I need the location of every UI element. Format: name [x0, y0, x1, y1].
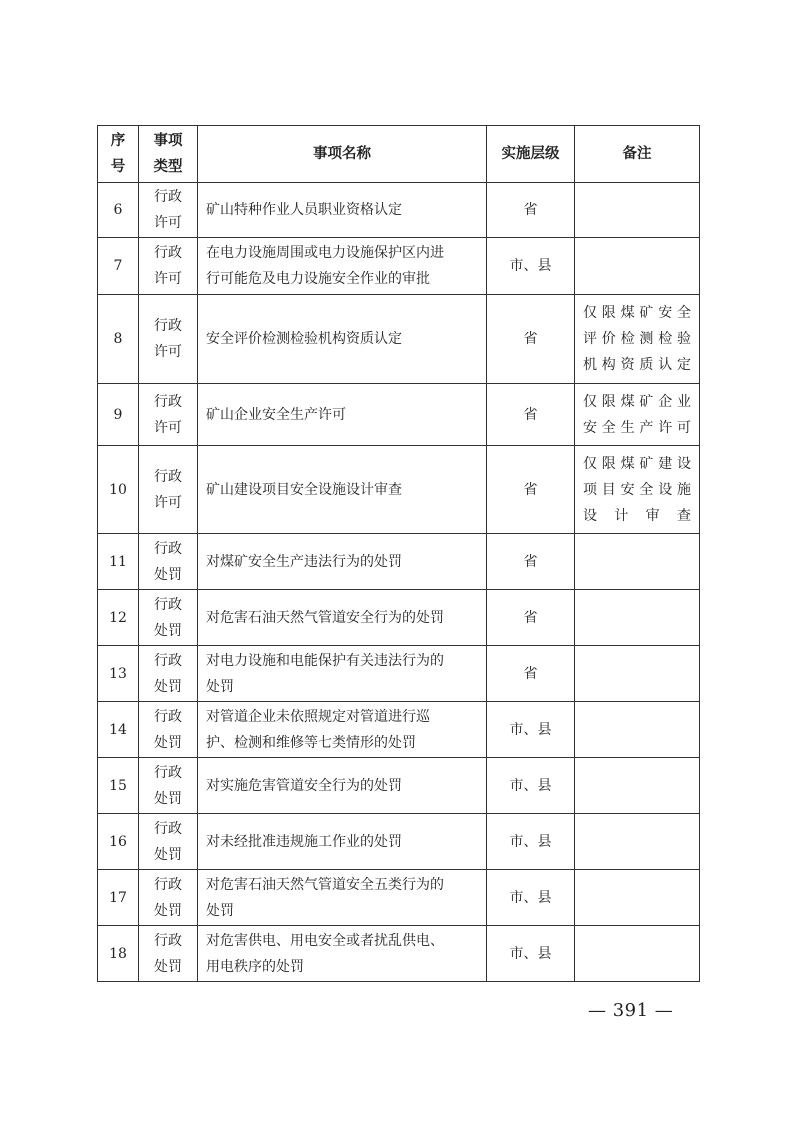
- cell-no: 9: [98, 384, 139, 446]
- cell-remark: [575, 534, 700, 590]
- cell-remark: [575, 870, 700, 926]
- cell-type: [139, 702, 198, 758]
- cell-type-line: 处罚: [154, 958, 182, 975]
- cell-type-line: 行政: [154, 245, 182, 261]
- cell-name-line: 护、检测和维修等七类情形的处罚: [206, 734, 416, 751]
- cell-type-line: 处罚: [154, 678, 182, 695]
- cell-level: 省: [487, 446, 575, 534]
- cell-name-line: 对煤矿安全生产违法行为的处罚: [206, 553, 402, 570]
- cell-level: 市、县: [487, 814, 575, 870]
- cell-type-line: 许可: [154, 344, 182, 360]
- table-row: [98, 590, 700, 646]
- cell-name-line: 对危害石油天然气管道安全五类行为的: [206, 876, 444, 893]
- cell-type-line: 处罚: [154, 902, 182, 919]
- cell-level: 市、县: [487, 702, 575, 758]
- cell-remark: [575, 446, 700, 534]
- cell-remark: [575, 590, 700, 646]
- table-row: [98, 384, 700, 446]
- cell-level: 市、县: [487, 758, 575, 814]
- cell-no: 8: [98, 295, 139, 384]
- cell-name: [198, 183, 487, 238]
- cell-type-line: 行政: [154, 764, 182, 781]
- cell-name: [198, 295, 487, 384]
- cell-name-line: 对管道企业未依照规定对管道进行巡: [206, 708, 430, 725]
- cell-no: 18: [98, 926, 139, 982]
- cell-type-line: 行政: [154, 468, 182, 485]
- cell-name-line: 对实施危害管道安全行为的处罚: [206, 777, 402, 794]
- cell-type: [139, 870, 198, 926]
- table-row: [98, 238, 700, 295]
- cell-no: 16: [98, 814, 139, 870]
- table-row: [98, 646, 700, 702]
- cell-type-line: 许可: [154, 494, 182, 511]
- cell-no: 11: [98, 534, 139, 590]
- cell-remark: [575, 926, 700, 982]
- cell-type: [139, 590, 198, 646]
- cell-type: [139, 926, 198, 982]
- cell-name: [198, 590, 487, 646]
- cell-no: 14: [98, 702, 139, 758]
- cell-no: 6: [98, 183, 139, 238]
- cell-name-line: 用电秩序的处罚: [206, 958, 304, 975]
- cell-remark-line: 仅限煤矿建设: [583, 455, 691, 472]
- cell-level: 省: [487, 384, 575, 446]
- cell-type: [139, 183, 198, 238]
- cell-type: [139, 646, 198, 702]
- cell-no: 13: [98, 646, 139, 702]
- cell-name-line: 对危害石油天然气管道安全行为的处罚: [206, 609, 444, 626]
- cell-remark: [575, 646, 700, 702]
- cell-remark: [575, 295, 700, 384]
- cell-type-line: 行政: [154, 393, 182, 410]
- cell-level: 省: [487, 590, 575, 646]
- cell-remark-line: 仅限煤矿安全: [583, 305, 691, 321]
- cell-level: 省: [487, 534, 575, 590]
- cell-type-line: 行政: [154, 652, 182, 669]
- cell-remark-line: 评价检测检验: [583, 331, 691, 347]
- cell-type: [139, 384, 198, 446]
- cell-name-line: 行可能危及电力设施安全作业的审批: [206, 271, 430, 287]
- cell-name-line: 在电力设施周围或电力设施保护区内进: [206, 245, 444, 261]
- cell-name: [198, 446, 487, 534]
- table-header-row: [98, 126, 700, 183]
- cell-name: [198, 758, 487, 814]
- cell-no: 10: [98, 446, 139, 534]
- header-remark: 备注: [575, 126, 700, 183]
- cell-name: [198, 926, 487, 982]
- cell-remark: [575, 183, 700, 238]
- cell-name: [198, 814, 487, 870]
- cell-remark-line: 机构资质认定: [583, 357, 691, 373]
- cell-name: [198, 238, 487, 295]
- cell-type-line: 行政: [154, 596, 182, 613]
- cell-remark: [575, 758, 700, 814]
- cell-type-line: 处罚: [154, 734, 182, 751]
- cell-no: 7: [98, 238, 139, 295]
- matters-table: [97, 125, 700, 982]
- header-level: 实施层级: [487, 126, 575, 183]
- cell-type-line: 许可: [154, 271, 182, 287]
- cell-level: 市、县: [487, 926, 575, 982]
- cell-type-line: 处罚: [154, 566, 182, 583]
- cell-name: [198, 702, 487, 758]
- cell-name-line: 处罚: [206, 902, 234, 919]
- header-name: 事项名称: [198, 126, 487, 183]
- cell-type-line: 行政: [154, 318, 182, 334]
- cell-type-line: 行政: [154, 708, 182, 725]
- table-row: [98, 295, 700, 384]
- cell-name-line: 对未经批准违规施工作业的处罚: [206, 833, 402, 850]
- cell-remark-line: 安全生产许可: [583, 419, 691, 436]
- cell-type: [139, 238, 198, 295]
- cell-type-line: 处罚: [154, 790, 182, 807]
- cell-remark: [575, 702, 700, 758]
- cell-name: [198, 384, 487, 446]
- cell-type-line: 行政: [154, 932, 182, 949]
- cell-level: 市、县: [487, 238, 575, 295]
- cell-remark-line: 仅限煤矿企业: [583, 393, 691, 410]
- table-row: [98, 926, 700, 982]
- cell-name-line: 矿山企业安全生产许可: [206, 406, 346, 423]
- cell-type: [139, 295, 198, 384]
- table-row: [98, 870, 700, 926]
- cell-type-line: 许可: [154, 419, 182, 436]
- cell-type-line: 行政: [154, 876, 182, 893]
- table-row: [98, 814, 700, 870]
- cell-name: [198, 534, 487, 590]
- cell-no: 15: [98, 758, 139, 814]
- cell-type-line: 行政: [154, 540, 182, 557]
- page-number: — 391 —: [588, 1000, 674, 1021]
- table-row: [98, 702, 700, 758]
- cell-no: 12: [98, 590, 139, 646]
- cell-type-line: 处罚: [154, 846, 182, 863]
- cell-name: [198, 646, 487, 702]
- header-no: 序 号: [98, 126, 139, 183]
- cell-type: [139, 446, 198, 534]
- cell-name-line: 矿山特种作业人员职业资格认定: [206, 202, 402, 218]
- cell-level: 省: [487, 646, 575, 702]
- cell-type: [139, 534, 198, 590]
- cell-name: [198, 870, 487, 926]
- cell-name-line: 矿山建设项目安全设施设计审查: [206, 481, 402, 498]
- cell-name-line: 对电力设施和电能保护有关违法行为的: [206, 652, 444, 669]
- cell-no: 17: [98, 870, 139, 926]
- cell-type-line: 许可: [154, 215, 182, 231]
- table-row: [98, 446, 700, 534]
- cell-name-line: 处罚: [206, 678, 234, 695]
- table-row: [98, 758, 700, 814]
- header-type: 事项 类型: [139, 126, 198, 183]
- cell-type: [139, 758, 198, 814]
- cell-remark: [575, 384, 700, 446]
- cell-name-line: 对危害供电、用电安全或者扰乱供电、: [206, 932, 444, 949]
- cell-name-line: 安全评价检测检验机构资质认定: [206, 331, 402, 347]
- cell-remark-line: 项目安全设施: [583, 481, 691, 498]
- table-row: [98, 183, 700, 238]
- cell-level: 省: [487, 295, 575, 384]
- cell-remark: [575, 238, 700, 295]
- cell-remark: [575, 814, 700, 870]
- cell-type-line: 处罚: [154, 622, 182, 639]
- table-row: [98, 534, 700, 590]
- cell-level: 市、县: [487, 870, 575, 926]
- cell-type-line: 行政: [154, 189, 182, 205]
- cell-type: [139, 814, 198, 870]
- cell-type-line: 行政: [154, 820, 182, 837]
- cell-level: 省: [487, 183, 575, 238]
- cell-remark-line: 设计审查: [583, 507, 691, 524]
